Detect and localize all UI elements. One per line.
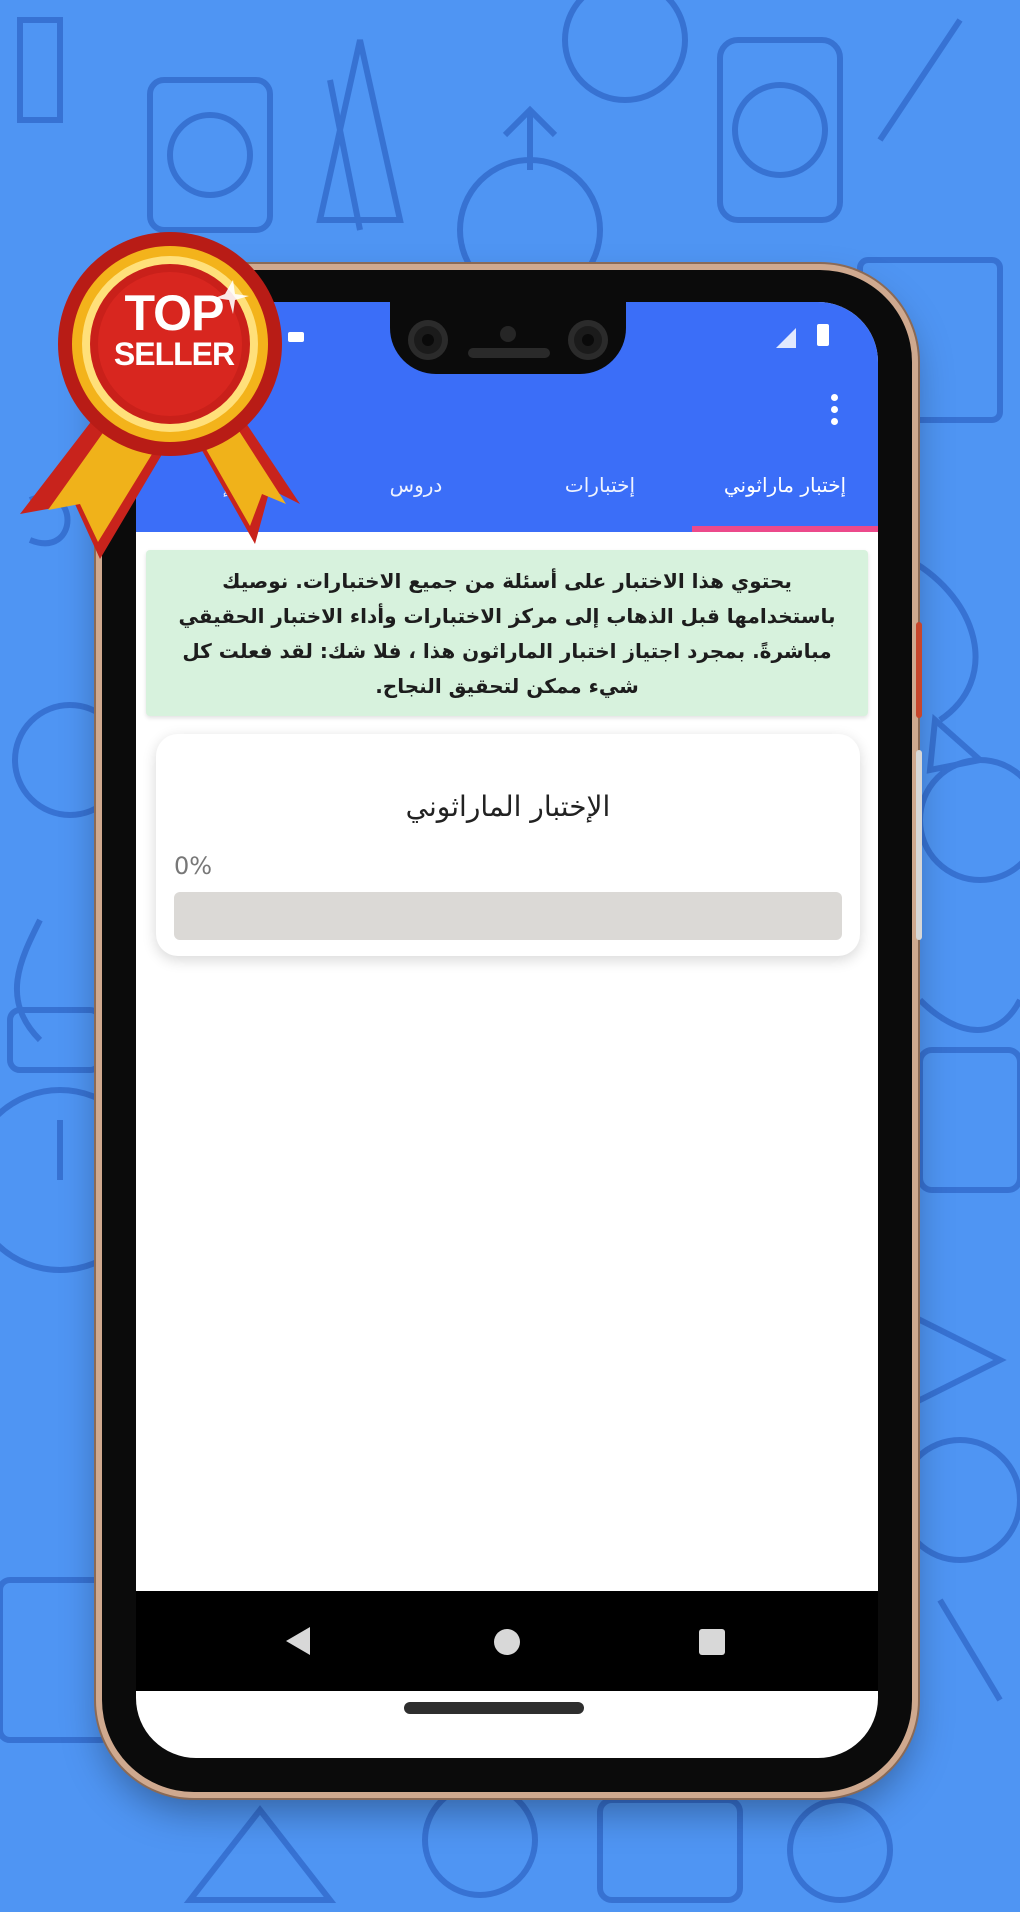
rosette-icon bbox=[0, 214, 300, 584]
tab-marathon-test[interactable]: إختبار ماراثوني bbox=[723, 473, 847, 497]
power-button bbox=[916, 622, 922, 718]
card-title: الإختبار الماراثوني bbox=[405, 790, 611, 823]
earpiece-speaker bbox=[468, 348, 550, 358]
back-icon[interactable] bbox=[286, 1627, 310, 1655]
system-nav-bar bbox=[136, 1591, 878, 1691]
front-camera-secondary bbox=[568, 320, 608, 360]
recent-apps-icon[interactable] bbox=[699, 1629, 725, 1655]
badge-line-seller: SELLER bbox=[113, 336, 235, 372]
proximity-sensor bbox=[500, 326, 516, 342]
home-indicator bbox=[404, 1702, 584, 1714]
volume-button bbox=[916, 750, 922, 940]
home-icon[interactable] bbox=[494, 1629, 520, 1655]
tab-indicator bbox=[692, 526, 878, 532]
badge-line-top: TOP bbox=[124, 285, 224, 341]
signal-icon bbox=[776, 328, 796, 348]
tab-tests[interactable]: إختبارات bbox=[564, 473, 636, 497]
overflow-menu-icon[interactable] bbox=[826, 394, 842, 430]
progress-bar bbox=[174, 892, 842, 940]
camera-notch bbox=[390, 302, 626, 374]
progress-percent: 0% bbox=[174, 852, 213, 880]
tab-lessons[interactable]: دروس bbox=[389, 473, 443, 497]
top-seller-badge bbox=[0, 214, 300, 584]
front-camera bbox=[408, 320, 448, 360]
info-text: يحتوي هذا الاختبار على أسئلة من جميع الاختبارات. نوصيك باستخدامها قبل الذهاب إلى مركز الاختبارات وأداء الاختبار الحقيقي مباشرةً. بمجرد اجتياز اختبار الماراثون هذا ، فلا شك: لقد فعلت كل شيء ممكن لتحقيق النجاح. bbox=[178, 569, 836, 698]
battery-icon bbox=[817, 324, 829, 346]
marathon-test-card[interactable] bbox=[156, 734, 860, 956]
